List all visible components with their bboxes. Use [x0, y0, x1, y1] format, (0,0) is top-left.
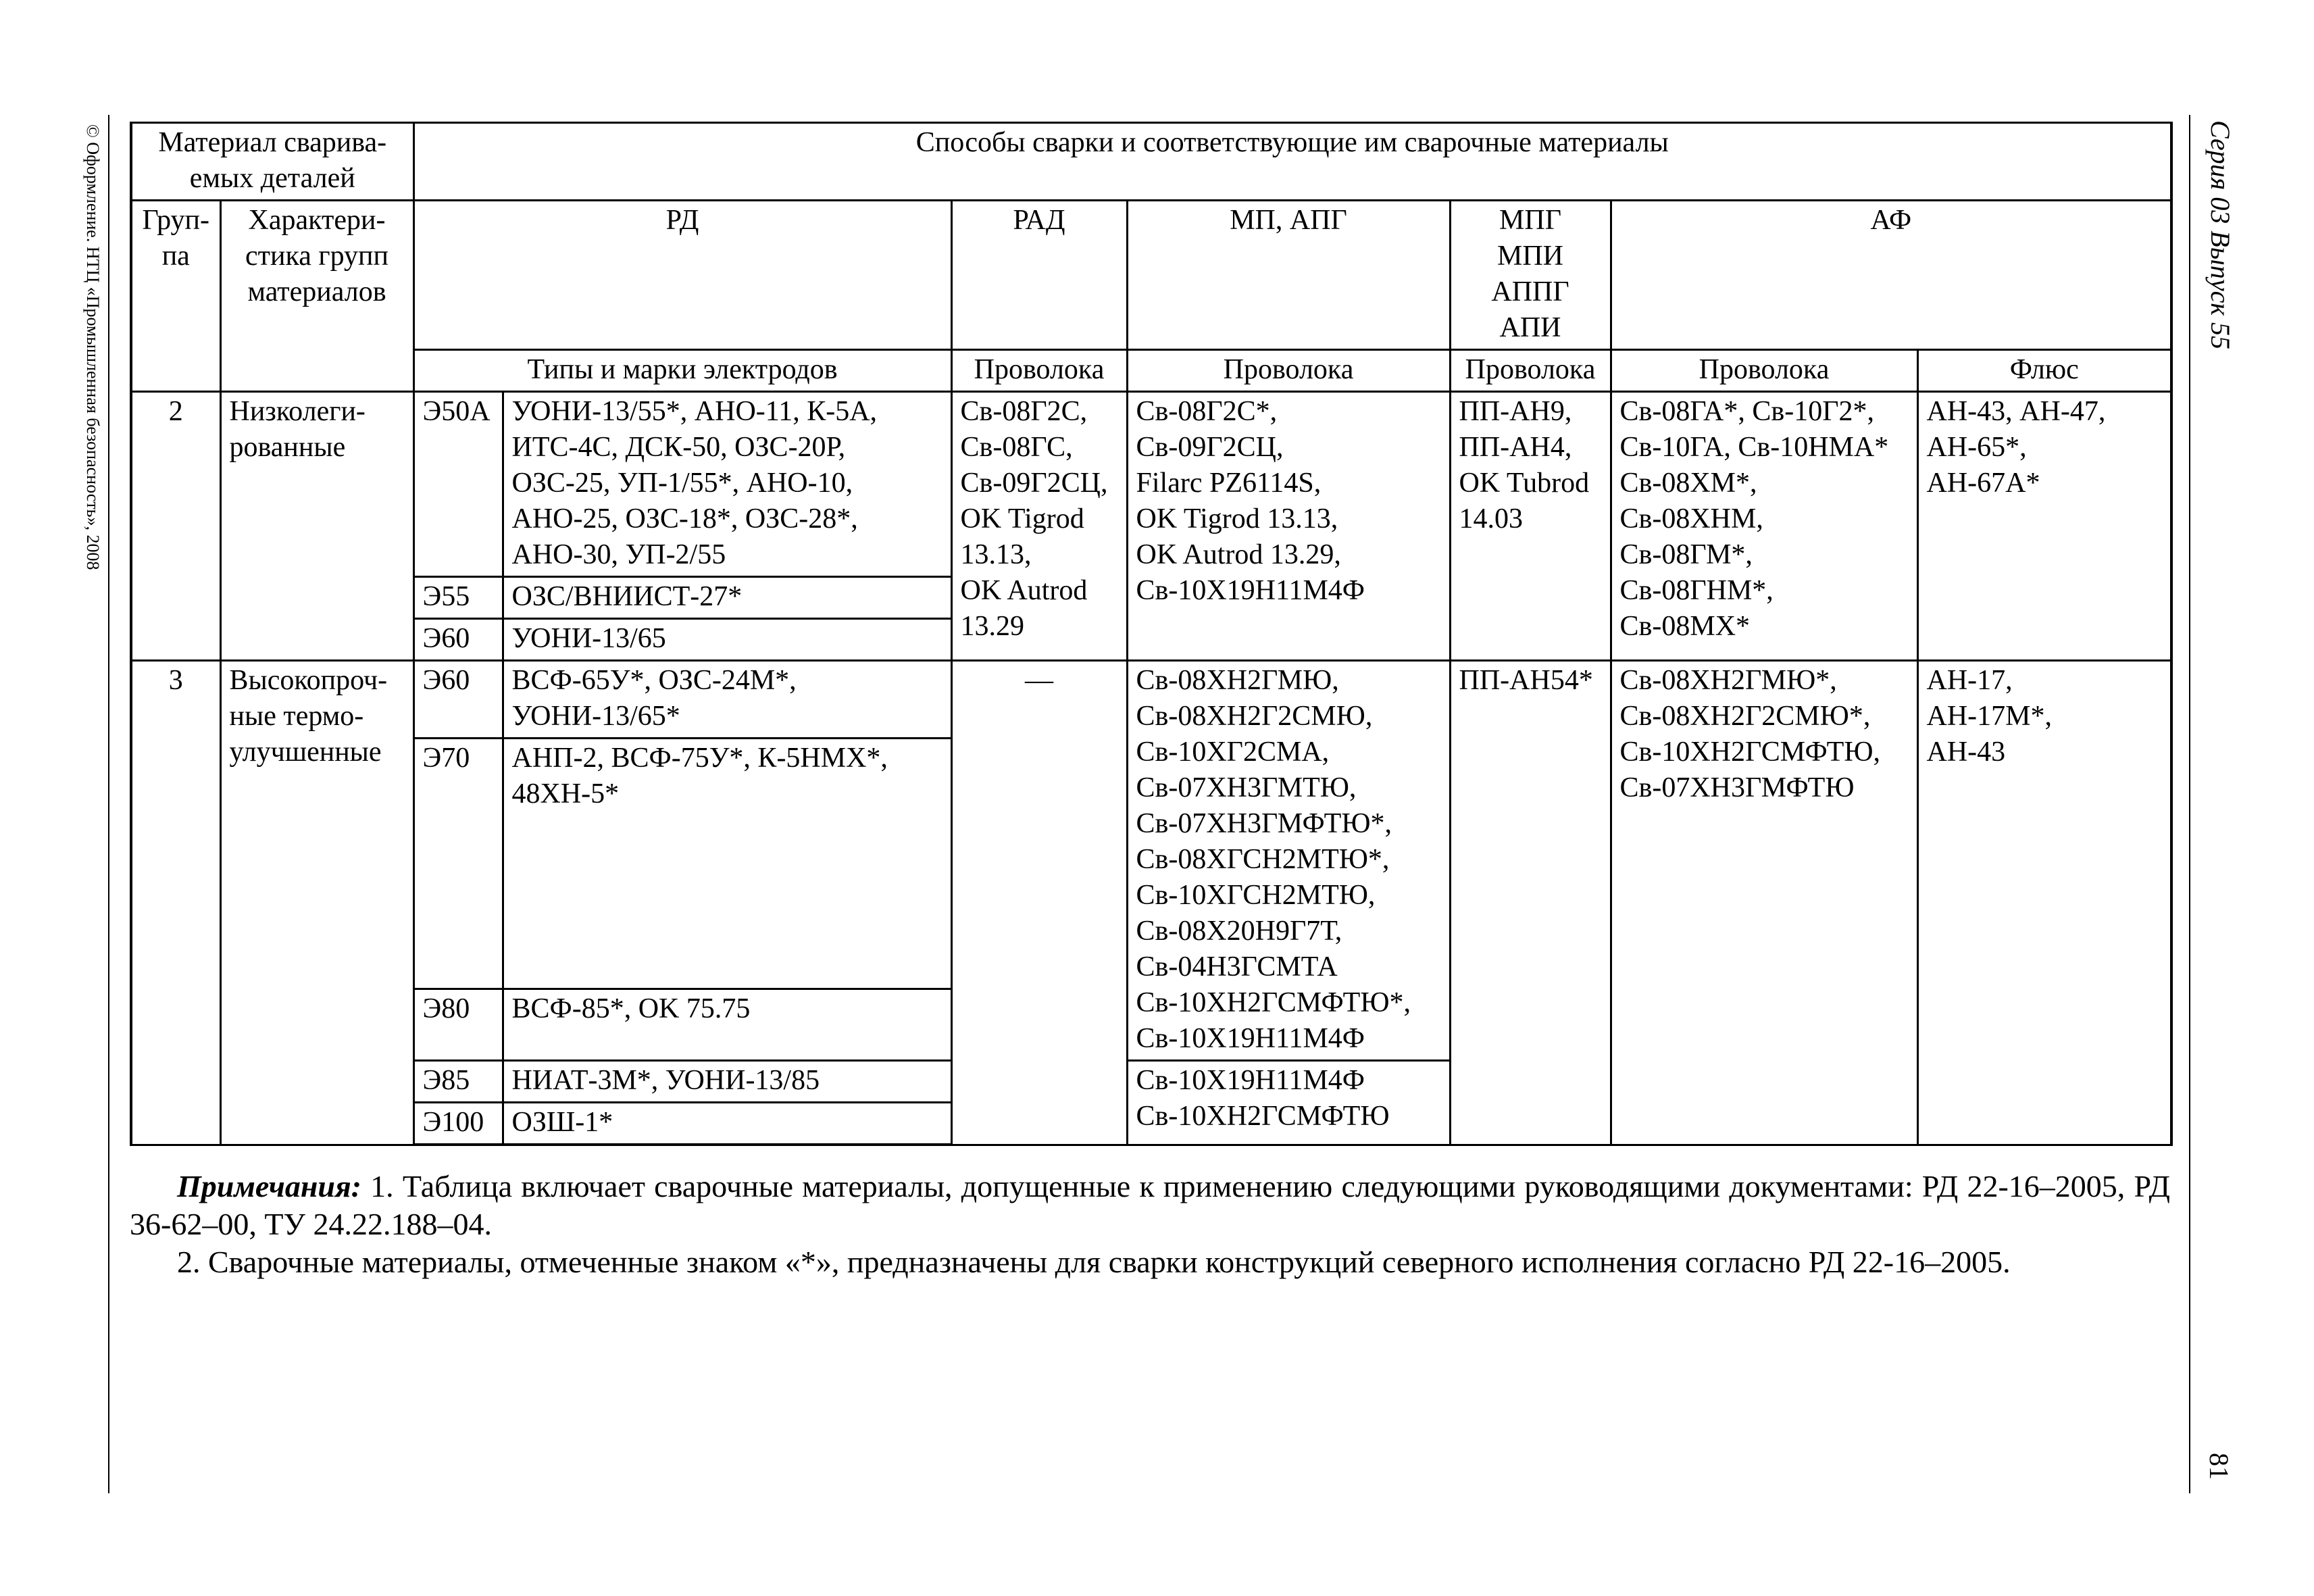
- right-margin-rule: [2189, 115, 2190, 1493]
- group2-mpg-wire: ПП-АН9, ПП-АН4, OK Tubrod 14.03: [1450, 392, 1611, 661]
- group2-brands-1: ОЗС/ВНИИСТ-27*: [503, 577, 951, 619]
- group3-brands-2: ВСФ-85*, OK 75.75: [503, 989, 951, 1060]
- header-methods: Способы сварки и соответствующие им сварочные материалы: [413, 123, 2171, 201]
- header-rad: РАД: [951, 201, 1127, 350]
- group2-flux: АН-43, АН-47, АН-65*, АН-67А*: [1917, 392, 2171, 661]
- header-af: АФ: [1611, 201, 2171, 350]
- header-material: Материал сварива- емых деталей: [131, 123, 413, 201]
- group3-name: Высокопроч- ные термо- улучшенные: [220, 661, 413, 1145]
- group3-brands-3: НИАТ-3М*, УОНИ-13/85: [503, 1061, 951, 1103]
- copyright-text: © Оформление. НТЦ «Промышленная безопасность», 2008: [83, 124, 103, 570]
- header-electrode-types: Типы и марки электродов: [413, 350, 951, 392]
- header-row-2: [131, 201, 2171, 350]
- group2-type-1: Э55: [413, 577, 503, 619]
- group3-mpg-wire: ПП-АН54*: [1450, 661, 1611, 1145]
- header-flux: Флюс: [1917, 350, 2171, 392]
- group3-af-wire: Св-08ХН2ГМЮ*, Св-08ХН2Г2СМЮ*, Св-10ХН2ГСМФТЮ, Св-07ХН3ГМФТЮ: [1611, 661, 1917, 1145]
- group2-type-0: Э50А: [413, 392, 503, 577]
- group2-name: Низколеги- рованные: [220, 392, 413, 661]
- group3-mp-wire: Св-08ХН2ГМЮ, Св-08ХН2Г2СМЮ, Св-10ХГ2СМА, Св-07ХН3ГМТЮ, Св-07ХН3ГМФТЮ*, Св-08ХГСН2МТЮ*, Св-10ХГСН2МТЮ, Св-08Х20Н9Г7Т, Св-04Н3ГСМТА Св-10ХН2ГСМФТЮ*, Св-10Х19Н11М4Ф: [1127, 661, 1450, 1061]
- welding-materials-table: [130, 122, 2173, 1146]
- notes-label: Примечания:: [177, 1169, 361, 1203]
- group2-brands-2: УОНИ-13/65: [503, 619, 951, 661]
- group3-type-2: Э80: [413, 989, 503, 1060]
- header-wire-mpg: Проволока: [1450, 350, 1611, 392]
- group3-type-0: Э60: [413, 661, 503, 739]
- group3-type-4: Э100: [413, 1103, 503, 1145]
- copyright-side-note: [80, 124, 107, 611]
- group2-af-wire: Св-08ГА*, Св-10Г2*, Св-10ГА, Св-10НМА* Св-08ХМ*, Св-08ХНМ, Св-08ГМ*, Св-08ГНМ*, Св-08МХ*: [1611, 392, 1917, 661]
- series-text: Серия 03 Выпуск 55: [2205, 120, 2236, 350]
- group3-rad-wire: —: [951, 661, 1127, 1145]
- group3-number: 3: [131, 661, 220, 1145]
- header-group: Груп- па: [131, 201, 220, 392]
- group3-row-e60: [131, 661, 2171, 739]
- header-row-3: [131, 350, 2171, 392]
- group2-mp-wire: Св-08Г2С*, Св-09Г2СЦ, Filarc PZ6114S, OK Tigrod 13.13, OK Autrod 13.29, Св-10Х19Н11М4Ф: [1127, 392, 1450, 661]
- page-number: [2200, 1453, 2247, 1500]
- header-wire-af: Проволока: [1611, 350, 1917, 392]
- group2-row-e50a: [131, 392, 2171, 577]
- group2-type-2: Э60: [413, 619, 503, 661]
- group3-mp-wire-extra: Св-10Х19Н11М4Ф Св-10ХН2ГСМФТЮ: [1127, 1061, 1450, 1145]
- group3-brands-0: ВСФ-65У*, ОЗС-24М*, УОНИ-13/65*: [503, 661, 951, 739]
- left-margin-rule: [108, 115, 109, 1493]
- header-mpg: МПГ МПИ АППГ АПИ: [1450, 201, 1611, 350]
- group3-flux: АН-17, АН-17М*, АН-43: [1917, 661, 2171, 1145]
- group3-brands-4: ОЗШ-1*: [503, 1103, 951, 1145]
- group2-brands-0: УОНИ-13/55*, АНО-11, К-5А, ИТС-4С, ДСК-50, ОЗС-20Р, ОЗС-25, УП-1/55*, АНО-10, АНО-25, ОЗС-18*, ОЗС-28*, АНО-30, УП-2/55: [503, 392, 951, 577]
- header-wire-mp: Проволока: [1127, 350, 1450, 392]
- series-side-note: [2201, 120, 2242, 391]
- group3-type-1: Э70: [413, 739, 503, 989]
- header-wire-rad: Проволока: [951, 350, 1127, 392]
- header-characteristic: Характери- стика групп материалов: [220, 201, 413, 392]
- note-2: 2. Сварочные материалы, отмеченные знаком «*», предназначены для сварки конструкций северного исполнения согласно РД 22-16–2005.: [177, 1245, 2011, 1279]
- group3-brands-1: АНП-2, ВСФ-75У*, К-5НМХ*, 48ХН-5*: [503, 739, 951, 989]
- notes-block: [130, 1168, 2170, 1281]
- header-mp-apg: МП, АПГ: [1127, 201, 1450, 350]
- page-number-text: 81: [2204, 1453, 2234, 1480]
- group3-type-3: Э85: [413, 1061, 503, 1103]
- header-row-1: [131, 123, 2171, 201]
- header-rd: РД: [413, 201, 951, 350]
- group2-rad-wire: Св-08Г2С, Св-08ГС, Св-09Г2СЦ, OK Tigrod 13.13, OK Autrod 13.29: [951, 392, 1127, 661]
- note-1-text: 1. Таблица включает сварочные материалы, допущенные к применению следующими руководящими документами: РД 22-16–2005, РД 36-62–00, ТУ 24.22.188–04.: [130, 1169, 2170, 1241]
- note-1: [130, 1168, 2170, 1243]
- group2-number: 2: [131, 392, 220, 661]
